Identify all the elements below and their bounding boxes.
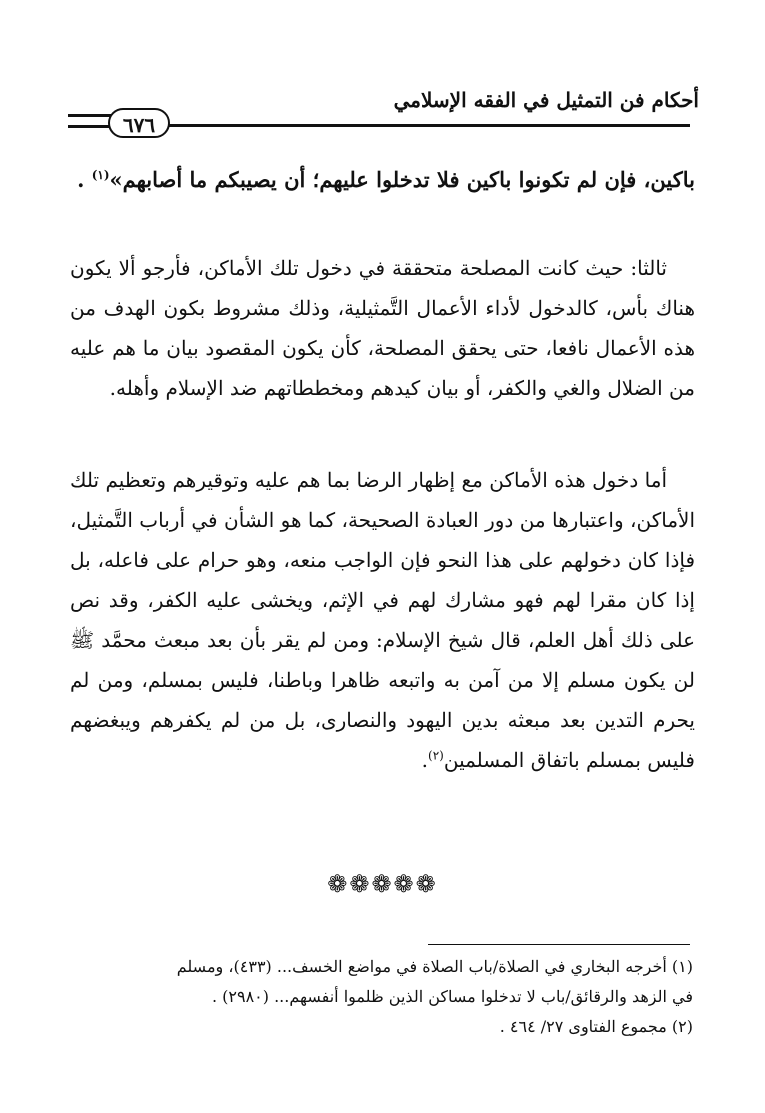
page-number-ornament bbox=[68, 114, 112, 128]
footnote-2: (٢) مجموع الفتاوى ٢٧/ ٤٦٤ . bbox=[499, 1017, 693, 1036]
footnote-1-line-1: (١) أخرجه البخاري في الصلاة/باب الصلاة في مواضع الخسف... (٤٣٣)، ومسلم bbox=[176, 957, 693, 976]
paragraph-3-text: أما دخول هذه الأماكن مع إظهار الرضا بما هم عليه وتوقيرهم وتعظيم تلك الأماكن، واعتبارها من دور العبادة الصحيحة، كما هو الشأن في أرباب التَّمثيل، فإذا كان دخولهم على هذا النحو فإن الواجب منعه، وهو حرام على فاعله، بل إذا كان مقرا لهم فهو مشارك لهم في الإثم، ويخشى عليه الكفر، وقد نص على ذلك أهل العلم، قال شيخ الإسلام: ومن لم يقر بأن بعد مبعث محمَّد ﷺ لن يكون مسلم إلا من آمن به واتبعه ظاهرا وباطنا، فليس بمسلم، ومن لم يحرم التدين بعد مبعثه بدين اليهود والنصارى، بل من لم يكفرهم ويبغضهم فليس بمسلم باتفاق المسلمين bbox=[70, 468, 696, 772]
paragraph-3-end: . bbox=[421, 748, 429, 772]
header-rule bbox=[140, 124, 690, 127]
footnote-ref-1: (١) bbox=[91, 168, 110, 182]
paragraph-3 bbox=[70, 460, 695, 780]
paragraph-1-end: . bbox=[77, 167, 92, 192]
paragraph-1 bbox=[70, 160, 695, 200]
running-header-title: أحكام فن التمثيل في الفقه الإسلامي bbox=[393, 88, 699, 112]
footnote-1-line-2: في الزهد والرقائق/باب لا تدخلوا مساكن الذين ظلموا أنفسهم... (٢٩٨٠) . bbox=[211, 987, 693, 1006]
footnotes bbox=[70, 952, 693, 1042]
paragraph-1-text: باكين، فإن لم تكونوا باكين فلا تدخلوا عليهم؛ أن يصيبكم ما أصابهم» bbox=[109, 167, 695, 192]
paragraph-2: ثالثا: حيث كانت المصلحة متحققة في دخول تلك الأماكن، فأرجو ألا يكون هناك بأس، كالدخول لأداء الأعمال التَّمثيلية، وذلك مشروط بكون الهدف من هذه الأعمال نافعا، حتى يحقق المصلحة، كأن يكون المقصود بيان ما هم عليه من الضلال والغي والكفر، أو بيان كيدهم ومخططاتهم ضد الإسلام وأهله. bbox=[70, 256, 695, 400]
section-separator-ornaments: ❁❁❁❁❁ bbox=[327, 870, 438, 898]
page-number: ٦٧٦ bbox=[108, 108, 170, 138]
footnote-ref-2: (٢) bbox=[428, 748, 444, 763]
footnote-rule bbox=[428, 944, 690, 945]
